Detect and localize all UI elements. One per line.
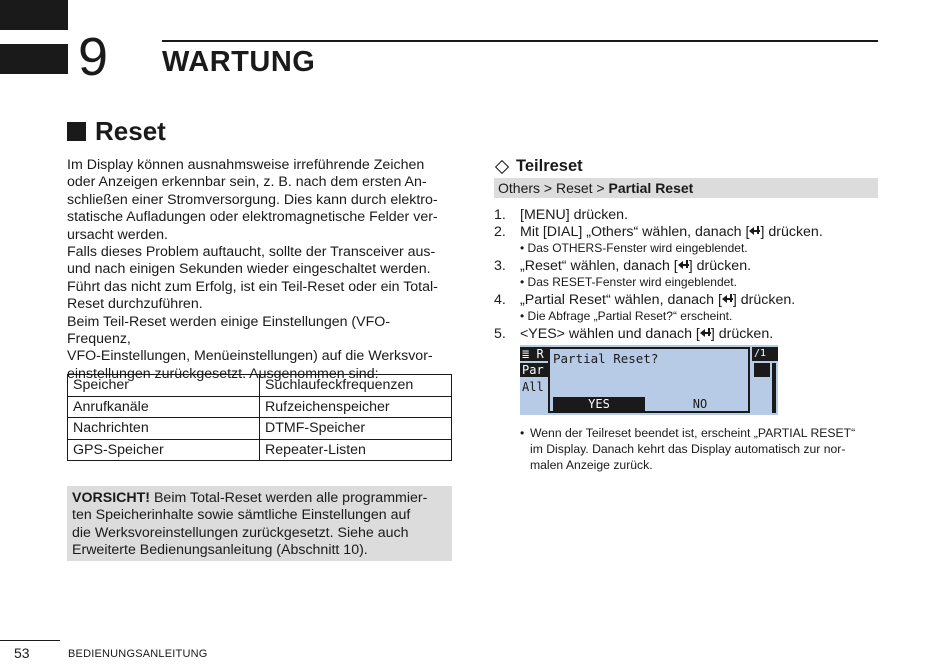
menu-path-prefix: Others > Reset >	[498, 180, 609, 196]
footer-label: BEDIENUNGSANLEITUNG	[68, 648, 208, 660]
table-row	[68, 418, 452, 440]
square-bullet-icon	[67, 122, 86, 141]
table-cell: Anrufkanäle	[68, 396, 260, 418]
caution-line: die Werksvoreinstellungen zurückgesetzt. Siehe auch	[72, 524, 409, 541]
step-number: 2.	[494, 224, 506, 240]
table-row	[68, 396, 452, 418]
lcd-yes-option[interactable]: YES	[553, 397, 645, 411]
subsection-title	[494, 157, 583, 176]
step-item	[494, 258, 878, 290]
enter-key-icon	[722, 294, 733, 305]
intro-line: schließen einer Stromversorgung. Dies kann durch elektro-	[67, 191, 438, 208]
lcd-background-menu	[520, 345, 548, 415]
step-text	[520, 207, 878, 224]
step-sub-note: • Das RESET-Fenster wird eingeblendet.	[520, 275, 737, 289]
step-item	[494, 224, 878, 256]
footer-rule	[0, 640, 60, 641]
step-number: 3.	[494, 258, 506, 274]
step-text-part: ] drücken.	[710, 326, 774, 342]
step-text	[520, 224, 878, 241]
step-text-part: ] drücken.	[760, 224, 823, 240]
intro-line: Im Display können ausnahmsweise irreführende Zeichen	[67, 157, 425, 173]
lcd-menu-row: ≣ R	[520, 347, 548, 361]
caution-text: Beim Total-Reset werden alle programmier-	[150, 490, 428, 506]
table-cell: Repeater-Listen	[260, 439, 452, 461]
table-cell: Nachrichten	[68, 418, 260, 440]
lcd-page-indicator: /1	[752, 347, 778, 361]
step-number: 1.	[494, 207, 506, 223]
step-text-part: [MENU] drücken.	[520, 207, 629, 223]
table-row	[68, 375, 452, 397]
note-bullet: •	[520, 426, 525, 440]
lcd-display	[520, 345, 778, 415]
step-number: 5.	[494, 326, 506, 342]
caution-line-1	[72, 490, 447, 507]
lcd-menu-row: Par	[520, 363, 548, 377]
lcd-right-panel	[752, 345, 778, 415]
step-text-part: <YES> wählen und danach [	[520, 326, 700, 342]
lcd-partial-reset-dialog	[548, 347, 750, 413]
menu-path-last: Partial Reset	[608, 180, 694, 196]
subsection-title-text: Teilreset	[516, 157, 583, 175]
intro-line: und nach einigen Sekunden wieder eingeschaltet werden.	[67, 261, 431, 278]
intro-line: Reset durchzuführen.	[67, 296, 203, 313]
section-title-text: Reset	[95, 116, 166, 146]
step-text-part: ] drücken.	[732, 292, 796, 308]
table-cell: Rufzeichenspeicher	[260, 396, 452, 418]
intro-line: VFO-Einstellungen, Menüeinstellungen) auf die Werksvor-	[67, 348, 433, 365]
table-cell: Suchlaufeckfrequenzen	[260, 375, 452, 397]
step-text-part: ] drücken.	[688, 258, 752, 274]
chapter-tab-bar-top	[0, 0, 68, 30]
caution-box	[67, 486, 452, 561]
page-number: 53	[14, 645, 30, 661]
steps-list	[494, 207, 878, 343]
step-sub-note: • Das OTHERS-Fenster wird eingeblendet.	[520, 241, 748, 255]
intro-line: Falls dieses Problem auftaucht, sollte der Transceiver aus-	[67, 244, 436, 261]
chapter-number: 9	[78, 27, 109, 87]
enter-key-icon	[749, 226, 760, 237]
intro-line: statische Aufladungen oder elektromagnetische Felder ver-	[67, 209, 438, 226]
intro-line: oder Anzeigen erkennbar sein, z. B. nach dem ersten An-	[67, 174, 427, 191]
step-text	[520, 292, 878, 309]
step-number: 4.	[494, 292, 506, 308]
table-row	[68, 439, 452, 461]
menu-path-bar	[494, 178, 878, 198]
chapter-rule	[162, 40, 878, 42]
intro-line: Führt das nicht zum Erfolg, ist ein Teil-Reset oder ein Total-	[67, 278, 438, 295]
lcd-selection-block	[754, 363, 770, 377]
step-text-part: „Reset“ wählen, danach [	[520, 258, 678, 274]
step-text	[520, 326, 878, 343]
step-item	[494, 292, 878, 324]
intro-line: ursacht werden.	[67, 226, 168, 243]
lcd-scrollbar	[772, 363, 776, 413]
step-item	[494, 326, 878, 343]
section-title	[67, 116, 166, 147]
chapter-title: WARTUNG	[162, 46, 316, 78]
lcd-no-option[interactable]: NO	[692, 397, 708, 411]
step-text-part: Mit [DIAL] „Others“ wählen, danach [	[520, 224, 750, 240]
table-cell: DTMF-Speicher	[260, 418, 452, 440]
table-cell: GPS-Speicher	[68, 439, 260, 461]
lcd-dialog-title: Partial Reset?	[553, 351, 659, 366]
step-sub-note: • Die Abfrage „Partial Reset?“ erscheint.	[520, 309, 733, 323]
step-item	[494, 207, 878, 224]
caution-label: VORSICHT!	[72, 490, 151, 506]
lcd-menu-row: All	[522, 380, 544, 394]
chapter-tab-bar-bottom	[0, 44, 68, 74]
step-text	[520, 258, 878, 275]
note-line: malen Anzeige zurück.	[530, 458, 653, 472]
note-line: Wenn der Teilreset beendet ist, erscheint „PARTIAL RESET“	[530, 426, 856, 440]
diamond-bullet-icon	[495, 159, 509, 173]
caution-line: Erweiterte Bedienungsanleitung (Abschnitt 10).	[72, 542, 368, 559]
intro-line: Beim Teil-Reset werden einige Einstellungen (VFO-Frequenz,	[67, 313, 391, 348]
exceptions-table	[67, 374, 452, 461]
intro-line: einstellungen zurückgesetzt. Ausgenommen sind:	[67, 365, 379, 382]
enter-key-icon	[700, 328, 711, 339]
enter-key-icon	[678, 260, 689, 271]
caution-line: ten Speicherinhalte sowie sämtliche Einstellungen auf	[72, 507, 411, 524]
intro-text	[67, 157, 453, 383]
step-text-part: „Partial Reset“ wählen, danach [	[520, 292, 722, 308]
completion-note	[520, 425, 878, 473]
table-cell: Speicher	[68, 375, 260, 397]
note-line: im Display. Danach kehrt das Display automatisch zur nor-	[530, 442, 846, 456]
